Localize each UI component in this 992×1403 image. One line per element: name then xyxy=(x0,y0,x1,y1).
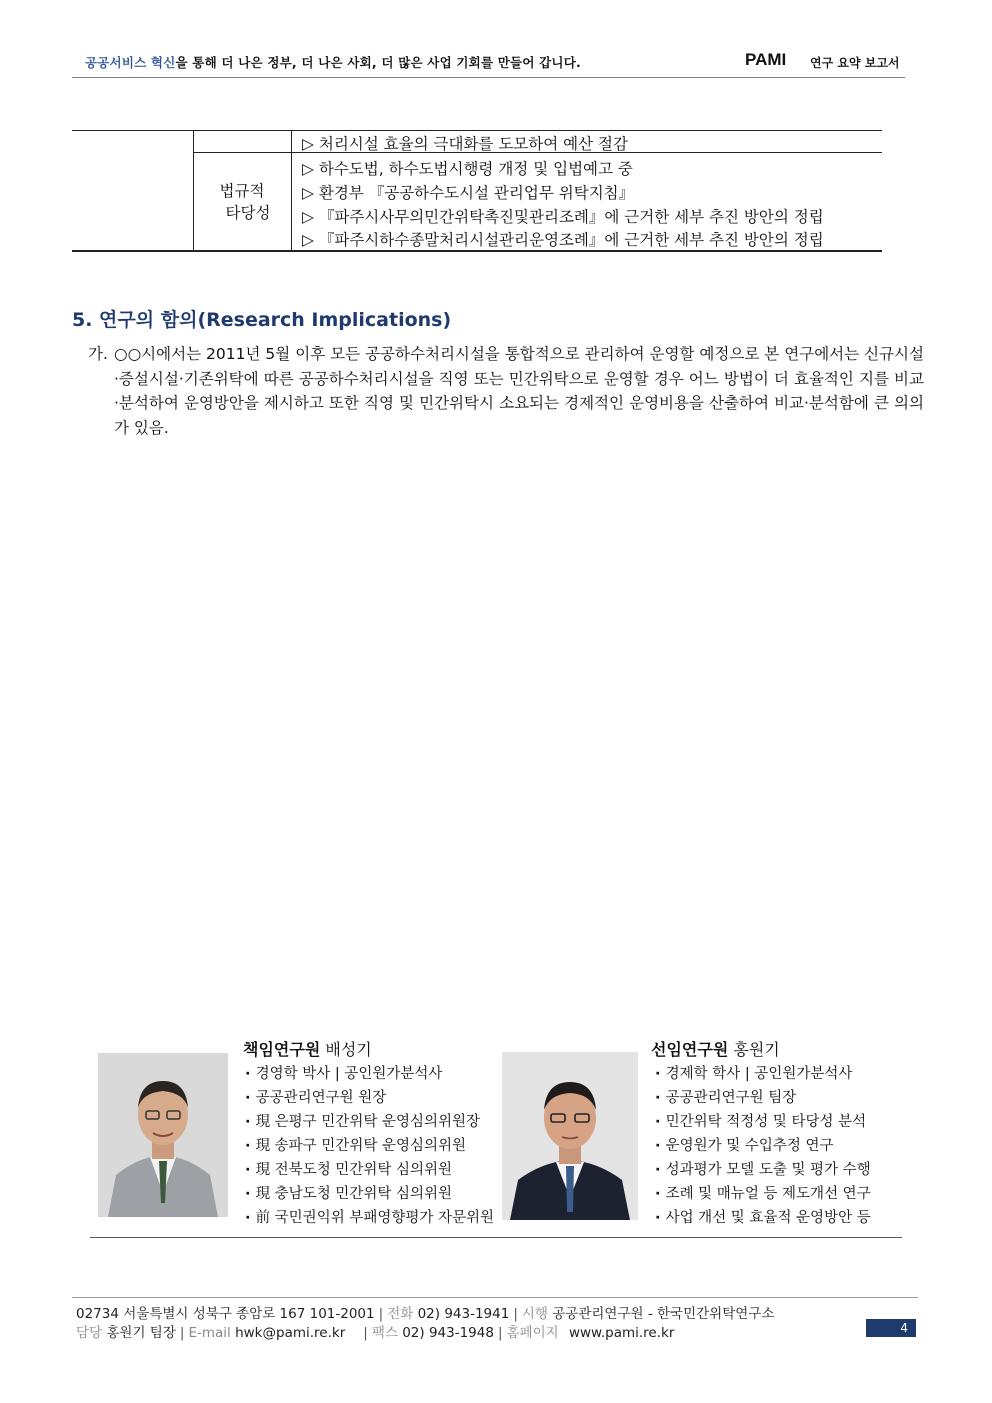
separator: | xyxy=(363,1325,368,1341)
footer-email-link[interactable]: hwk@pami.re.kr xyxy=(235,1325,346,1341)
separator: | xyxy=(378,1306,384,1322)
footer-line-2 xyxy=(76,1321,674,1341)
label-line-2: 타당성 xyxy=(225,204,271,222)
list-item: · 공공관리연구원 원장 xyxy=(245,1086,494,1110)
list-item: · 공공관리연구원 팀장 xyxy=(655,1086,871,1110)
homepage-label: 홈페이지 xyxy=(506,1325,559,1341)
org-label: 시행 xyxy=(521,1306,548,1322)
section-title: 5. 연구의 함의(Research Implications) xyxy=(72,309,452,331)
fax-label: 팩스 xyxy=(371,1325,398,1341)
table-row-label xyxy=(193,180,291,224)
list-item: · 운영원가 및 수입추정 연구 xyxy=(655,1134,871,1158)
table-col-divider-2 xyxy=(291,130,292,251)
footer-homepage-link[interactable]: www.pami.re.kr xyxy=(568,1325,675,1341)
page-number-badge: 4 xyxy=(866,1319,916,1337)
bio-divider xyxy=(90,1237,902,1238)
researcher-role: 책임연구원 xyxy=(243,1040,321,1059)
email-label: E-mail xyxy=(188,1325,231,1341)
implication-item xyxy=(88,342,924,440)
table-row-text: ▷ 『파주시하수종말처리시설관리운영조례』에 근거한 세부 추진 방안의 정립 xyxy=(302,231,824,249)
slogan-highlight: 공공서비스 혁신 xyxy=(85,55,176,70)
portrait-image xyxy=(502,1052,638,1220)
separator: | xyxy=(179,1325,185,1341)
list-item: · 現 전북도청 민간위탁 심의위원 xyxy=(245,1158,494,1182)
researcher-role: 선임연구원 xyxy=(651,1040,729,1059)
header-slogan xyxy=(85,53,581,71)
footer-fax: 02) 943-1948 xyxy=(402,1325,494,1341)
table-row-text: ▷ 『파주시사무의민간위탁촉진및관리조례』에 근거한 세부 추진 방안의 정립 xyxy=(302,208,824,226)
footer-divider xyxy=(72,1297,918,1298)
list-item: · 조례 및 매뉴얼 등 제도개선 연구 xyxy=(655,1182,871,1206)
list-item: · 現 송파구 민간위탁 운영심의위원 xyxy=(245,1134,494,1158)
item-text: ○○시에서는 2011년 5월 이후 모든 공공하수처리시설을 통합적으로 관리하여 운영할 예정으로 본 연구에서는 신규시설·증설시설·기존위탁에 따른 공공하수처리시설을 직영 또는 민간위탁으로 운영할 경우 어느 방법이 더 효율적인 지를 비교·분석하여 운영방안을 제시하고 또한 직영 및 민간위탁시 소요되는 경제적인 운영비용을 산출하여 비교·분석함에 큰 의의가 있음. xyxy=(114,345,924,437)
list-item: · 사업 개선 및 효율적 운영방안 등 xyxy=(655,1206,871,1230)
list-item: · 前 국민권익위 부패영향평가 자문위원 xyxy=(245,1206,494,1230)
table-row-text: ▷ 처리시설 효율의 극대화를 도모하여 예산 절감 xyxy=(302,135,628,153)
list-item: · 민간위탁 적정성 및 타당성 분석 xyxy=(655,1110,871,1134)
researcher-name-1 xyxy=(243,1037,372,1060)
list-item: · 성과평가 모델 도출 및 평가 수행 xyxy=(655,1158,871,1182)
list-item: · 경제학 학사 | 공인원가분석사 xyxy=(655,1062,871,1086)
researcher-name: 홍원기 xyxy=(733,1040,780,1059)
footer-phone: 02) 943-1941 xyxy=(417,1306,510,1322)
researcher-bio-2 xyxy=(655,1062,871,1230)
table-row-text: ▷ 하수도법, 하수도법시행령 개정 및 입법예고 중 xyxy=(302,160,633,178)
researcher-photo-1 xyxy=(98,1053,228,1217)
footer-line-1 xyxy=(76,1302,774,1322)
researcher-name-2 xyxy=(651,1037,780,1060)
table-row-text: ▷ 환경부 『공공하수도시설 관리업무 위탁지침』 xyxy=(302,184,635,202)
portrait-image xyxy=(98,1053,228,1217)
separator: | xyxy=(497,1325,503,1341)
footer-contact: 홍원기 팀장 xyxy=(106,1325,176,1341)
list-item: · 경영학 박사 | 공인원가분석사 xyxy=(245,1062,494,1086)
separator: | xyxy=(513,1306,518,1322)
label-line-1: 법규적 xyxy=(219,182,265,200)
footer-org: 공공관리연구원 - 한국민간위탁연구소 xyxy=(552,1306,775,1322)
researcher-photo-2 xyxy=(502,1052,638,1220)
brand-logo-text: PAMI xyxy=(745,50,787,69)
item-marker: 가. xyxy=(88,345,108,363)
list-item: · 現 충남도청 민간위탁 심의위원 xyxy=(245,1182,494,1206)
document-type: 연구 요약 보고서 xyxy=(810,56,900,70)
list-item: · 現 은평구 민간위탁 운영심의위원장 xyxy=(245,1110,494,1134)
header-divider xyxy=(72,77,905,78)
phone-label: 전화 xyxy=(387,1306,414,1322)
footer-address: 02734 서울특별시 성북구 종암로 167 101-2001 xyxy=(76,1306,375,1322)
researcher-name: 배성기 xyxy=(325,1040,372,1059)
researcher-bio-1 xyxy=(245,1062,494,1230)
contact-label: 담당 xyxy=(76,1325,103,1341)
slogan-text: 을 통해 더 나은 정부, 더 나은 사회, 더 많은 사업 기회를 만들어 갑니다. xyxy=(175,55,581,70)
